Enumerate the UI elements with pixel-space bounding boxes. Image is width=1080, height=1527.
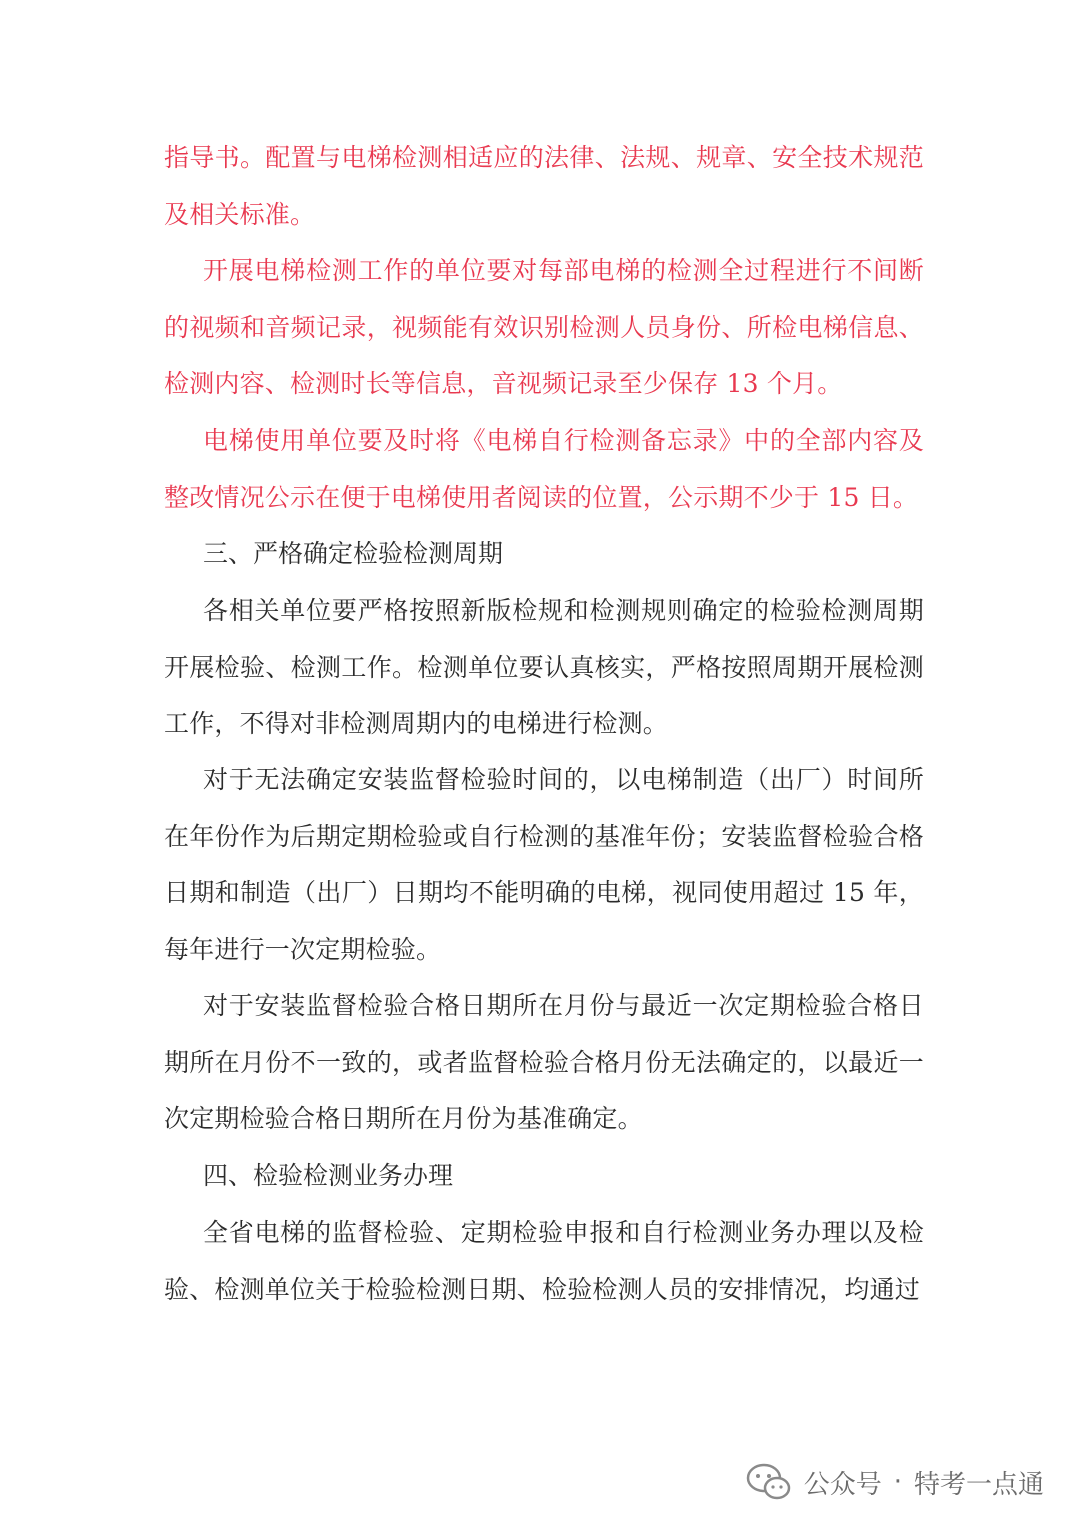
paragraph-memo-publicity: 电梯使用单位要及时将《电梯自行检测备忘录》中的全部内容及整改情况公示在便于电梯使用者阅读的位置，公示期不少于 15 日。 xyxy=(164,426,924,512)
footer-account: 特考一点通 xyxy=(913,1469,1044,1500)
paragraph-inspection-period: 各相关单位要严格按照新版检规和检测规则确定的检验检测周期开展检验、检测工作。检测单位要认真核实，严格按照周期开展检测工作，不得对非检测周期内的电梯进行检测。 xyxy=(164,596,924,738)
wechat-watermark xyxy=(746,1462,1044,1502)
paragraph-base-month: 对于安装监督检验合格日期所在月份与最近一次定期检验合格日期所在月份不一致的，或者监督检验合格月份无法确定的，以最近一次定期检验合格日期所在月份为基准确定。 xyxy=(164,991,924,1133)
paragraph-standards: 指导书。配置与电梯检测相适应的法律、法规、规章、安全技术规范及相关标准。 xyxy=(164,143,924,229)
footer-separator: · xyxy=(893,1467,902,1497)
paragraph-video-recording: 开展电梯检测工作的单位要对每部电梯的检测全过程进行不间断的视频和音频记录，视频能有效识别检测人员身份、所检电梯信息、检测内容、检测时长等信息，音视频记录至少保存 13 个月。 xyxy=(164,256,924,398)
section-heading-3: 三、严格确定检验检测周期 xyxy=(203,539,504,568)
section-heading-4: 四、检验检测业务办理 xyxy=(203,1161,454,1190)
paragraph-base-year: 对于无法确定安装监督检验时间的，以电梯制造（出厂）时间所在年份作为后期定期检验或自行检测的基准年份；安装监督检验合格日期和制造（出厂）日期均不能明确的电梯，视同使用超过 15 年，每年进行一次定期检验。 xyxy=(164,765,924,964)
paragraph-business-handling: 全省电梯的监督检验、定期检验申报和自行检测业务办理以及检验、检测单位关于检验检测日期、检验检测人员的安排情况，均通过 xyxy=(164,1218,924,1304)
footer-label: 公众号 xyxy=(803,1469,882,1500)
wechat-icon xyxy=(746,1462,792,1502)
